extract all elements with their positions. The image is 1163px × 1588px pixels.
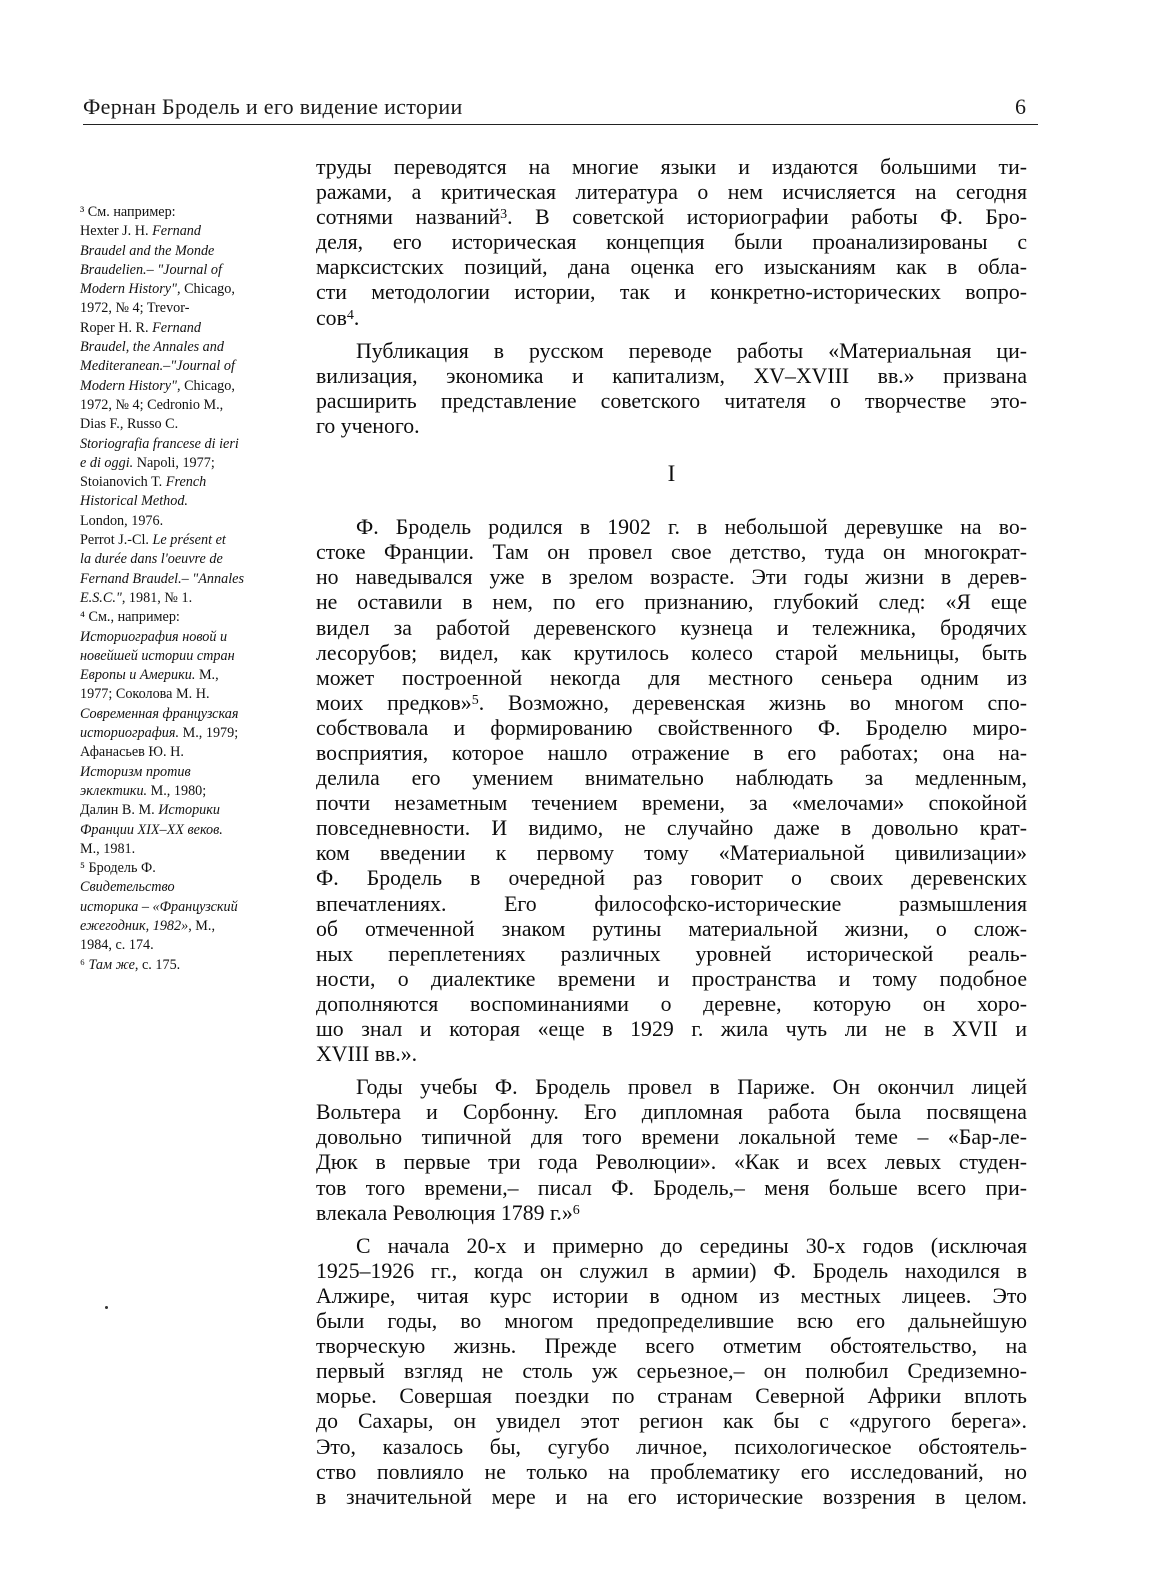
footnote-line: London, 1976. [80, 512, 164, 529]
text-line: ство повлияло не только на проблематику его исследований, но [316, 1459, 1027, 1484]
footnote-line: М., 1981. [80, 840, 136, 857]
text-line: ражами, а критическая литература о нем исчисляется на сегодня [316, 180, 1027, 205]
footnote-line: 1977; Соколова М. Н. [80, 686, 210, 703]
paragraph-childhood [316, 515, 1027, 1067]
footnote-ref: 4 [346, 307, 354, 323]
paragraph-algeria [316, 1234, 1027, 1510]
text-line: до Сахары, он увидел этот регион как бы с «другого берега». [316, 1409, 1027, 1434]
footnote-line: Свидетельство [80, 879, 175, 896]
page-number: 6 [1015, 94, 1026, 119]
text-line: шо знал и которая «еще в 1929 г. жила чуть ли не в XVII и [316, 1017, 1027, 1041]
footnote-line: E.S.C.", 1981, № 1. [80, 589, 193, 606]
paragraph-publication [316, 339, 1027, 439]
text-line: творческую жизнь. Прежде всего отметим обстоятельство, на [316, 1334, 1027, 1359]
footnote-line: Braudelien.– "Journal of [80, 261, 222, 278]
footnote-ref: 6 [572, 1202, 580, 1218]
text-line: Вольтера и Сорбонну. Его дипломная работа была посвящена [316, 1100, 1027, 1125]
footnote-line: Braudel, the Annales and [80, 339, 224, 356]
footnote-line: Европы и Америки. М., [80, 667, 219, 684]
running-header [83, 94, 1038, 125]
footnote-line: Stoianovich T. French [80, 474, 207, 491]
footnote-line: Modern History", Chicago, [80, 281, 235, 298]
footnote-line: la durée dans l'oeuvre de [80, 551, 223, 568]
footnote-line: Fernand Braudel.– "Annales [80, 570, 244, 587]
footnote-line: Historical Method. [80, 493, 188, 510]
footnote-line: 1972, № 4; Cedronio M., [80, 396, 224, 413]
footnote-line: Афанасьев Ю. Н. [80, 744, 184, 761]
text-line: впечатлениях. Его философско-исторические размышления [316, 891, 1027, 916]
footnote-line: историография. М., 1979; [80, 725, 239, 742]
text-line: вилизация, экономика и капитализм, XV–XVIII вв.» призвана [316, 363, 1027, 388]
footnote-line: ³ См. например: [80, 204, 176, 220]
footnote-line: Историография новой и [80, 628, 228, 645]
text-line: XVIII вв.». [316, 1042, 418, 1067]
footnote-line: ⁵ Бродель Ф. [80, 860, 156, 877]
text-line: дополняются воспоминаниями о деревне, которую он хоро- [316, 991, 1027, 1016]
text-line: восприятия, которое нашло отражение в его работах; она на- [316, 740, 1027, 765]
text-line: Это, казалось бы, сугубо личное, психологическое обстоятель- [316, 1434, 1027, 1459]
footnotes-column [80, 203, 290, 975]
footnote-line: Hexter J. H. Fernand [80, 223, 201, 240]
text-line: ных переплетениях различных уровней исторической реаль- [316, 941, 1027, 966]
text-line: Алжире, читая курс истории в одном из местных лицеев. Это [316, 1283, 1027, 1308]
text-line: почти незаметным течением времени, за «мелочами» спокойной [316, 791, 1027, 816]
text-line: об отмеченной знаком рутины материальной жизни, о слож- [316, 916, 1027, 941]
text-line: 1925–1926 гг., когда он служил в армии) Ф. Бродель находился в [316, 1258, 1027, 1283]
footnote-line: Storiografia francese di ieri [80, 435, 239, 452]
text-line: тов того времени,– писал Ф. Бродель,– меня больше всего при- [316, 1175, 1027, 1200]
text-line: Ф. Бродель в очередной раз говорит о своих деревенских [316, 866, 1027, 891]
text-line: первый взгляд не столь уж серьезное,– он полюбил Средиземно- [316, 1359, 1027, 1384]
footnote-line: 1972, № 4; Trevor- [80, 300, 190, 317]
text-line: сотнями названий$^3$. В советской историографии работы Ф. Бро- [316, 205, 1027, 230]
footnote-line: Roper H. R. Fernand [80, 319, 201, 336]
footnote-line: Франции XIX–XX веков. [80, 821, 223, 838]
paragraph-studies [316, 1075, 1027, 1226]
main-text-column [316, 155, 1027, 1510]
text-line: Годы учебы Ф. Бродель провел в Париже. Он окончил лицей [356, 1075, 1027, 1100]
footnote-line: историка – «Французский [80, 898, 238, 915]
paragraph-intro [316, 155, 1027, 331]
scan-speck [105, 1306, 108, 1309]
text-line: сов$^4$. [316, 305, 360, 330]
text-line: не оставили в нем, по его признанию, глубокий след: «Я еще [316, 590, 1027, 615]
footnote-line: новейшей истории стран [80, 647, 235, 664]
text-line: собствовала и формированию свойственного Ф. Броделю миро- [316, 715, 1027, 740]
text-line: Дюк в первые три года Революции». «Как и всех левых студен- [316, 1150, 1027, 1175]
text-line: марксистских позиций, дана оценка его изысканиям как в обла- [316, 255, 1027, 280]
footnote-ref: 5 [471, 692, 479, 708]
footnote-line: ⁴ См., например: [80, 609, 180, 626]
footnote-line: 1984, с. 174. [80, 937, 154, 954]
footnote-line: Историзм против [80, 763, 191, 780]
footnote-line: ⁶ Там же, с. 175. [80, 956, 181, 973]
text-line: влекала Революция 1789 г.»$^6$ [316, 1200, 580, 1225]
text-line: видел за работой деревенского кузнеца и тележника, бродячих [316, 615, 1027, 640]
footnote-line: эклектики. М., 1980; [80, 782, 207, 799]
text-line: довольно типичной для того времени локальной теме – «Бар-ле- [316, 1125, 1027, 1150]
text-line: морье. Совершая поездки по странам Северной Африки вплоть [316, 1384, 1027, 1409]
text-line: труды переводятся на многие языки и издаются большими ти- [316, 155, 1027, 179]
text-line: сти методологии истории, так и конкретно-исторических вопро- [316, 280, 1027, 305]
text-line: ности, о диалектике времени и пространства и тому подобное [316, 966, 1027, 991]
footnote-line: Perrot J.-Cl. Le présent et [80, 532, 226, 549]
text-line: деля, его историческая концепция были проанализированы с [316, 230, 1027, 255]
footnote-line: Modern History", Chicago, [80, 377, 235, 394]
text-line: моих предков»$^5$. Возможно, деревенская жизнь во многом спо- [316, 690, 1027, 715]
text-line: расширить представление советского читателя о творчестве это- [316, 388, 1027, 413]
text-line: были годы, во многом предопределившие всю его дальнейшую [316, 1309, 1027, 1334]
text-line: может построенной некогда для местного сеньера одним из [316, 665, 1027, 690]
footnote-line: Далин В. М. Историки [80, 802, 220, 819]
footnote-line: Mediteranean.–"Journal of [80, 358, 235, 375]
section-heading: I [667, 461, 676, 487]
running-title: Фернан Бродель и его видение истории [83, 94, 463, 119]
text-line: стоке Франции. Там он провел свое детство, туда он многократ- [316, 540, 1027, 565]
text-line: С начала 20-х и примерно до середины 30-х годов (исключая [356, 1233, 1027, 1258]
text-line: но наведывался уже в зрелом возрасте. Эти годы жизни в дерев- [316, 565, 1027, 590]
footnote-line: ежегодник, 1982», М., [80, 917, 216, 934]
footnote-line: e di oggi. Napoli, 1977; [80, 454, 215, 471]
footnote-ref: 3 [500, 207, 508, 223]
footnote-line: Современная французская [80, 705, 239, 722]
text-line: лесорубов; видел, как крутилось колесо старой мельницы, быть [316, 640, 1027, 665]
text-line: ком введении к первому тому «Материальной цивилизации» [316, 841, 1027, 866]
text-line: повседневности. И видимо, не случайно даже в довольно крат- [316, 816, 1027, 841]
footnote-line: Braudel and the Monde [80, 242, 215, 259]
text-line: в значительной мере и на его исторические воззрения в целом. [316, 1484, 1027, 1509]
text-line: Публикация в русском переводе работы «Материальная ци- [356, 338, 1027, 363]
footnote-line: Dias F., Russo C. [80, 416, 179, 433]
text-line: Ф. Бродель родился в 1902 г. в небольшой деревушке на во- [356, 515, 1027, 540]
text-line: делила его умением внимательно наблюдать за медленным, [316, 766, 1027, 791]
text-line: го ученого. [316, 413, 420, 438]
